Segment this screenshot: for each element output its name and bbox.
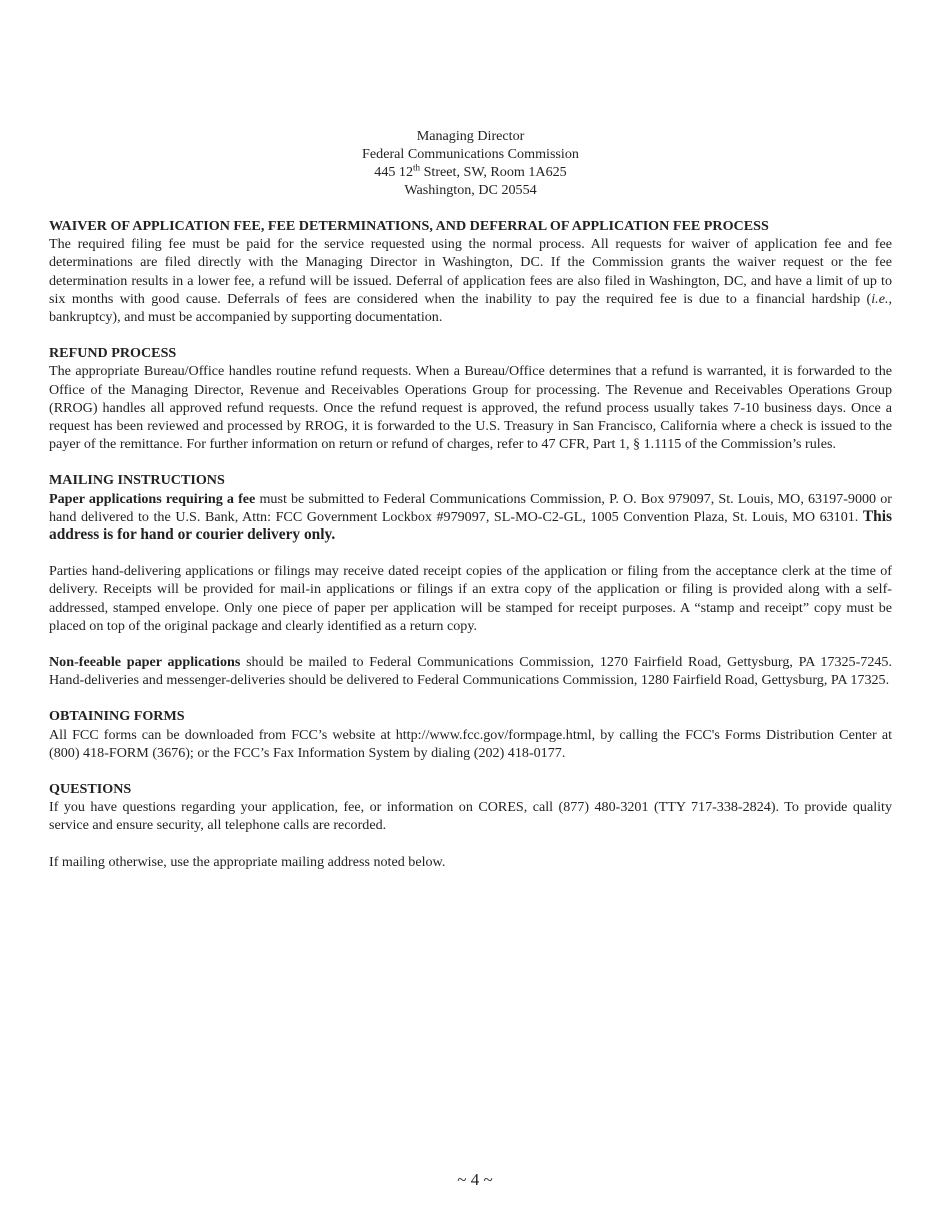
questions-section	[49, 780, 892, 835]
refund-section	[49, 344, 892, 453]
mailing-address-block	[49, 127, 892, 199]
waiver-section	[49, 217, 892, 326]
mailing-section	[49, 471, 892, 689]
address-line-2: Federal Communications Commission	[362, 146, 579, 162]
refund-body: The appropriate Bureau/Office handles routine refund requests. When a Bureau/Office determines that a refund is warranted, it is forwarded to the Office of the Managing Director, Revenue and Receivables Operations Group for processing. The Revenue and Receivables Operations Group (RROG) handles all approved refund requests. Once the refund request is approved, the refund process usually takes 7-10 business days. Once a request has been reviewed and processed by RROG, it is forwarded to the U.S. Treasury in San Francisco, California where a check is issued to the payer of the remittance. For further information on return or refund of charges, refer to 47 CFR, Part 1, § 1.1115 of the Commission’s rules.	[49, 363, 892, 453]
address-line-3: 445 12th Street, SW, Room 1A625	[374, 162, 567, 180]
waiver-body: The required filing fee must be paid for the service requested using the normal process. All requests for waiver of application fee and fee determinations are filed directly with the Managing Director in Washington, DC. If the Commission grants the waiver request or the fee determination results in a lower fee, a refund will be issued. Deferral of application fees are also filed in Washington, DC, and have a limit of up to six months with good cause. Deferrals of fees are considered when the inability to pay the required fee is due to a financial hardship (i.e., bankruptcy), and must be accompanied by supporting documentation.	[49, 236, 892, 326]
closing-note: If mailing otherwise, use the appropriate mailing address noted below.	[49, 853, 446, 870]
document-page	[49, 127, 892, 871]
mailing-heading: MAILING INSTRUCTIONS	[49, 472, 225, 489]
non-feeable-paragraph: Non-feeable paper applications should be mailed to Federal Communications Commission, 1270 Fairfield Road, Gettysburg, PA 17325-7245. Hand-deliveries and messenger-deliveries should be delivered to Federal Communications Commission, 1280 Fairfield Road, Gettysburg, PA 17325.	[49, 654, 892, 689]
questions-heading: QUESTIONS	[49, 781, 132, 798]
fee-applications-paragraph: Paper applications requiring a fee must be submitted to Federal Communications Commission, P. O. Box 979097, St. Louis, MO, 63197-9000 or hand delivered to the U.S. Bank, Attn: FCC Government Lockbox #979097, SL-MO-C2-GL, 1005 Convention Plaza, St. Louis, MO 63101. This address is for hand or courier delivery only.	[49, 490, 892, 544]
forms-heading: OBTAINING FORMS	[49, 708, 185, 725]
forms-body: All FCC forms can be downloaded from FCC’s website at http://www.fcc.gov/formpage.html, by calling the FCC's Forms Distribution Center at (800) 418-FORM (3676); or the FCC’s Fax Information System by dialing (202) 418-0177.	[49, 726, 892, 761]
delivery-notice: This address is for hand or courier delivery only.	[49, 507, 892, 544]
refund-heading: REFUND PROCESS	[49, 345, 177, 362]
address-line-1: Managing Director	[416, 128, 525, 144]
forms-section	[49, 707, 892, 762]
receipt-paragraph: Parties hand-delivering applications or filings may receive dated receipt copies of the application or filing from the acceptance clerk at the time of delivery. Receipts will be provided for mail-in applications or filings if an extra copy of the application or filing is provided along with a self-addressed, stamped envelope. Only one piece of paper per application will be stamped for receipt purposes. A “stamp and receipt” copy must be placed on top of the original package and clearly identified as a return copy.	[49, 563, 892, 634]
questions-body: If you have questions regarding your application, fee, or information on CORES, call (877) 480-3201 (TTY 717-338-2824). To provide quality service and ensure security, all telephone calls are recorded.	[49, 799, 892, 834]
page-number: ~ 4 ~	[457, 1170, 493, 1189]
waiver-heading: WAIVER OF APPLICATION FEE, FEE DETERMINATIONS, AND DEFERRAL OF APPLICATION FEE PROCESS	[49, 218, 769, 234]
non-feeable-label: Non-feeable paper applications	[49, 654, 241, 671]
address-line-4: Washington, DC 20554	[404, 182, 537, 198]
fee-applications-label: Paper applications requiring a fee	[49, 490, 256, 507]
